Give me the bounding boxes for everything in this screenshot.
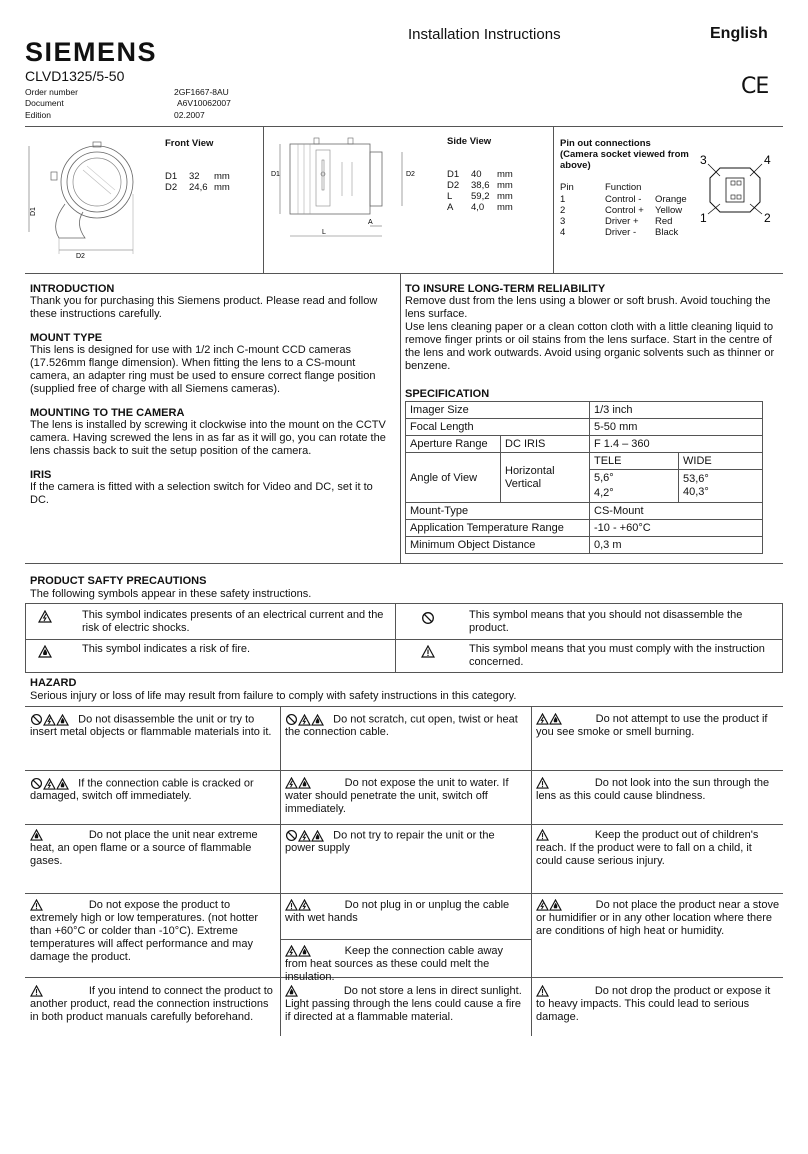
side-d1-label: D1 bbox=[271, 171, 280, 178]
pin-1-color: Orange bbox=[655, 194, 687, 205]
spec-wide-label: WIDE bbox=[679, 453, 763, 470]
divider bbox=[25, 639, 783, 640]
mount-type-text: This lens is designed for use with 1/2 inch C-mount CCD cameras (17.526mm flange dimension). When fitting the lens to a CS-mount camera, an adapter ring must be used to ensure correct flange position (supplied free of charge with all Siemens cameras). bbox=[30, 344, 376, 395]
front-d2-name: D2 bbox=[165, 182, 178, 193]
spec-tele-values bbox=[590, 470, 679, 503]
warning-icon bbox=[536, 777, 549, 789]
no-disassemble-icon bbox=[285, 829, 298, 842]
hazard-item-8 bbox=[285, 829, 527, 855]
hazard-item-1 bbox=[30, 713, 275, 739]
fire-icon bbox=[56, 714, 69, 726]
side-d2-label: D2 bbox=[406, 171, 415, 178]
front-d2-unit: mm bbox=[214, 182, 230, 193]
side-l-label: L bbox=[322, 229, 326, 236]
side-d2-unit: mm bbox=[497, 180, 513, 191]
hazard-item-5 bbox=[285, 777, 527, 816]
document-title: Installation Instructions bbox=[408, 26, 561, 43]
divider bbox=[25, 706, 783, 707]
electric-shock-icon bbox=[43, 778, 56, 790]
electric-shock-icon bbox=[298, 899, 311, 911]
reliability-title: TO INSURE LONG-TERM RELIABILITY bbox=[405, 283, 606, 295]
front-view-drawing bbox=[25, 134, 165, 259]
spec-row-temp bbox=[406, 520, 763, 537]
pinout-title-text: Pin out connections bbox=[560, 138, 651, 149]
pin-3-number: 3 bbox=[560, 216, 566, 227]
meta-order-value: 2GF1667-8AU bbox=[174, 87, 229, 97]
hazard-item-2-text: Do not scratch, cut open, twist or heat the connection cable. bbox=[285, 713, 518, 739]
warning-icon bbox=[30, 985, 43, 997]
pinout-title bbox=[560, 138, 700, 171]
spec-temp-value: -10 - +60°C bbox=[590, 520, 763, 537]
left-column bbox=[30, 283, 390, 507]
spec-mod-value: 0,3 m bbox=[590, 537, 763, 554]
no-disassemble-icon bbox=[285, 713, 298, 726]
hazard-item-8-text: Do not try to repair the unit or the power supply bbox=[285, 829, 495, 855]
hazard-item-10 bbox=[30, 899, 278, 964]
model-number: CLVD1325/5-50 bbox=[25, 68, 125, 84]
side-l-name: L bbox=[447, 191, 453, 202]
pin-1-function: Control - bbox=[605, 194, 642, 205]
spec-imager-label: Imager Size bbox=[406, 402, 590, 419]
side-d1-unit: mm bbox=[497, 169, 513, 180]
hazard-item-16 bbox=[536, 985, 780, 1024]
hazard-subtitle: Serious injury or loss of life may result from failure to comply with safety instructions in this category. bbox=[30, 690, 517, 702]
divider bbox=[280, 706, 281, 1036]
hazard-item-4 bbox=[30, 777, 275, 803]
pin-2-number: 2 bbox=[560, 205, 566, 216]
spec-row-mount bbox=[406, 503, 763, 520]
hazard-item-14 bbox=[30, 985, 278, 1024]
introduction-text: Thank you for purchasing this Siemens product. Please read and follow these instructions carefully. bbox=[30, 295, 378, 320]
side-a-name: A bbox=[447, 202, 454, 213]
electric-shock-icon bbox=[536, 713, 549, 725]
electric-shock-icon bbox=[285, 777, 298, 789]
spec-wide-h: 53,6° bbox=[683, 473, 709, 485]
divider bbox=[25, 893, 783, 894]
electric-shock-icon bbox=[298, 830, 311, 842]
ce-mark: CE bbox=[741, 74, 769, 99]
divider bbox=[25, 824, 783, 825]
divider bbox=[531, 706, 532, 1036]
spec-row-aperture bbox=[406, 436, 763, 453]
pin-3-color: Red bbox=[655, 216, 673, 227]
hazard-item-13 bbox=[285, 945, 527, 984]
divider bbox=[553, 126, 554, 274]
fire-icon bbox=[298, 777, 311, 789]
hazard-item-7 bbox=[30, 829, 278, 868]
meta-edition-value: 02.2007 bbox=[174, 110, 205, 120]
hazard-item-11 bbox=[285, 899, 527, 925]
spec-tele-v: 4,2° bbox=[594, 487, 614, 499]
spec-horizontal-label: Horizontal bbox=[505, 464, 555, 477]
spec-aperture-label: Aperture Range bbox=[406, 436, 501, 453]
hazard-item-6-text: Do not look into the sun through the lens as this could cause blindness. bbox=[536, 777, 770, 802]
side-a-label: A bbox=[368, 219, 373, 226]
hazard-item-6 bbox=[536, 777, 780, 803]
divider bbox=[25, 126, 783, 127]
hazard-item-9 bbox=[536, 829, 780, 868]
warning-icon bbox=[285, 899, 298, 911]
electric-shock-icon bbox=[285, 945, 298, 957]
pin-2-function: Control + bbox=[605, 205, 644, 216]
hazard-item-12 bbox=[536, 899, 780, 938]
pinout-diagram-1: 1 bbox=[700, 211, 707, 225]
electric-shock-icon bbox=[43, 714, 56, 726]
front-d2-label: D2 bbox=[76, 253, 85, 259]
symbol-fire-text: This symbol indicates a risk of fire. bbox=[82, 643, 251, 655]
spec-angle-axes bbox=[501, 453, 590, 503]
side-l-unit: mm bbox=[497, 191, 513, 202]
pinout-function-header: Function bbox=[605, 182, 642, 193]
divider bbox=[25, 770, 783, 771]
divider bbox=[25, 603, 783, 604]
spec-row-mod bbox=[406, 537, 763, 554]
pinout-diagram-2: 2 bbox=[764, 211, 771, 225]
meta-document-value: A6V10062007 bbox=[177, 98, 231, 108]
hazard-item-2 bbox=[285, 713, 527, 739]
spec-tele-label: TELE bbox=[590, 453, 679, 470]
iris-text: If the camera is fitted with a selection switch for Video and DC, set it to DC. bbox=[30, 481, 373, 506]
front-d1-label: D1 bbox=[30, 207, 37, 216]
safety-title: PRODUCT SAFTY PRECAUTIONS bbox=[30, 575, 207, 587]
reliability-text-2: Use lens cleaning paper or a clean cotton cloth with a little cleaning liquid to remove finger prints or oil stains from the lens surface. Start in the centre of the lens and work outwards. Avoid using organic solvents such as thinner or benzene. bbox=[405, 321, 775, 372]
spec-angle-label: Angle of View bbox=[406, 453, 501, 503]
spec-row-imager bbox=[406, 402, 763, 419]
introduction-title: INTRODUCTION bbox=[30, 283, 115, 295]
spec-focal-value: 5-50 mm bbox=[590, 419, 763, 436]
spec-aperture-value: F 1.4 – 360 bbox=[590, 436, 763, 453]
hazard-item-1-text: Do not disassemble the unit or try to insert metal objects or flammable materials into it. bbox=[30, 713, 272, 739]
front-view-title: Front View bbox=[165, 138, 214, 149]
hazard-item-14-text: If you intend to connect the product to another product, read the connection instructions in both product manuals carefully beforehand. bbox=[30, 985, 273, 1023]
fire-icon bbox=[311, 830, 324, 842]
pin-4-function: Driver - bbox=[605, 227, 637, 238]
front-d2-value: 24,6 bbox=[189, 182, 208, 193]
front-d1-value: 32 bbox=[189, 171, 200, 182]
no-disassemble-icon bbox=[30, 777, 43, 790]
warning-icon bbox=[30, 899, 43, 911]
right-column bbox=[405, 283, 775, 373]
pin-4-number: 4 bbox=[560, 227, 566, 238]
pin-2-color: Yellow bbox=[655, 205, 683, 216]
hazard-item-11-text: Do not plug in or unplug the cable with wet hands bbox=[285, 899, 510, 924]
symbol-electric-text: This symbol indicates presents of an electrical current and the risk of electric shocks. bbox=[82, 609, 384, 634]
hazard-title: HAZARD bbox=[30, 677, 77, 689]
meta-order-label: Order number bbox=[25, 87, 78, 97]
side-l-value: 59,2 bbox=[471, 191, 490, 202]
side-a-value: 4,0 bbox=[471, 202, 485, 213]
warning-icon bbox=[536, 985, 549, 997]
pin-3-function: Driver + bbox=[605, 216, 639, 227]
side-d2-name: D2 bbox=[447, 180, 460, 191]
symbol-comply-text: This symbol means that you must comply with the instruction concerned. bbox=[469, 643, 765, 668]
no-disassemble-icon bbox=[421, 611, 435, 625]
warning-icon bbox=[536, 829, 549, 841]
hazard-item-16-text: Do not drop the product or expose it to heavy impacts. This could lead to serious damage. bbox=[536, 985, 771, 1023]
specification-table bbox=[405, 401, 763, 554]
mount-type-title: MOUNT TYPE bbox=[30, 332, 103, 344]
spec-focal-label: Focal Length bbox=[406, 419, 590, 436]
divider bbox=[263, 126, 264, 274]
fire-icon bbox=[30, 829, 43, 841]
electric-shock-icon bbox=[536, 899, 549, 911]
spec-mount-value: CS-Mount bbox=[590, 503, 763, 520]
pinout-diagram-4: 4 bbox=[764, 153, 771, 167]
spec-aperture-sub: DC IRIS bbox=[501, 436, 590, 453]
divider bbox=[280, 939, 531, 940]
warning-icon bbox=[421, 645, 435, 658]
hazard-item-4-text: If the connection cable is cracked or damaged, switch off immediately. bbox=[30, 777, 254, 803]
spec-vertical-label: Vertical bbox=[505, 477, 542, 490]
spec-mod-label: Minimum Object Distance bbox=[406, 537, 590, 554]
spec-imager-value: 1/3 inch bbox=[590, 402, 763, 419]
meta-document-label: Document bbox=[25, 98, 64, 108]
fire-icon bbox=[549, 899, 562, 911]
hazard-item-3-text: Do not attempt to use the product if you see smoke or smell burning. bbox=[536, 713, 768, 738]
hazard-item-9-text: Keep the product out of children's reach. If the product were to fall on a child, it could cause serious injury. bbox=[536, 829, 759, 867]
pinout-diagram bbox=[698, 152, 776, 226]
iris-title: IRIS bbox=[30, 469, 52, 481]
fire-icon bbox=[38, 645, 52, 658]
divider bbox=[25, 603, 26, 673]
electric-shock-icon bbox=[38, 610, 52, 623]
specification-title: SPECIFICATION bbox=[405, 388, 490, 400]
hazard-item-12-text: Do not place the product near a stove or humidifier or in any other location where there are conditions of high heat or humidity. bbox=[536, 899, 780, 937]
divider bbox=[25, 672, 783, 673]
front-d1-name: D1 bbox=[165, 171, 178, 182]
hazard-item-10-text: Do not expose the product to extremely high or low temperatures. (not hotter than +60°C or colder than -10°C). Extreme temperatures will affect performance and may damage the product. bbox=[30, 899, 259, 963]
fire-icon bbox=[311, 714, 324, 726]
reliability-text: Remove dust from the lens using a blower or soft brush. Avoid touching the lens surface. bbox=[405, 295, 771, 320]
hazard-item-3 bbox=[536, 713, 780, 739]
side-d2-value: 38,6 bbox=[471, 180, 490, 191]
hazard-item-7-text: Do not place the unit near extreme heat, an open flame or a source of flammable gases. bbox=[30, 829, 258, 867]
no-disassemble-icon bbox=[30, 713, 43, 726]
spec-row-angle-head bbox=[406, 453, 763, 470]
spec-wide-values bbox=[679, 470, 763, 503]
divider bbox=[25, 273, 783, 274]
side-d1-value: 40 bbox=[471, 169, 482, 180]
divider bbox=[400, 274, 401, 564]
fire-icon bbox=[285, 985, 298, 997]
meta-edition-label: Edition bbox=[25, 110, 51, 120]
safety-subtitle: The following symbols appear in these safety instructions. bbox=[30, 588, 312, 600]
spec-mount-label: Mount-Type bbox=[406, 503, 590, 520]
side-d1-name: D1 bbox=[447, 169, 460, 180]
mounting-text: The lens is installed by screwing it clockwise into the mount on the CCTV camera. Having screwed the lens in as far as it will go, you can rotate the lens chassis back to suit the setup position of the camera. bbox=[30, 419, 386, 457]
pinout-diagram-3: 3 bbox=[700, 153, 707, 167]
spec-tele-h: 5,6° bbox=[594, 472, 614, 484]
pinout-pin-header: Pin bbox=[560, 182, 574, 193]
front-d1-unit: mm bbox=[214, 171, 230, 182]
fire-icon bbox=[56, 778, 69, 790]
siemens-logo: SIEMENS bbox=[25, 37, 158, 67]
spec-row-focal bbox=[406, 419, 763, 436]
divider bbox=[395, 603, 396, 673]
divider bbox=[25, 563, 783, 564]
spec-wide-v: 40,3° bbox=[683, 486, 709, 498]
pin-4-color: Black bbox=[655, 227, 679, 238]
pin-1-number: 1 bbox=[560, 194, 566, 205]
symbol-no-disassemble-text: This symbol means that you should not disassemble the product. bbox=[469, 609, 743, 634]
hazard-item-15-text: Do not store a lens in direct sunlight. Light passing through the lens could cause a fire if directed at a flammable material. bbox=[285, 985, 522, 1023]
side-view-drawing bbox=[268, 132, 418, 242]
fire-icon bbox=[549, 713, 562, 725]
language-label: English bbox=[710, 25, 768, 42]
mounting-title: MOUNTING TO THE CAMERA bbox=[30, 407, 185, 419]
hazard-item-13-text: Keep the connection cable away from heat sources as these could melt the insulation. bbox=[285, 945, 504, 983]
hazard-item-15 bbox=[285, 985, 527, 1024]
electric-shock-icon bbox=[298, 714, 311, 726]
divider bbox=[782, 603, 783, 673]
hazard-item-5-text: Do not expose the unit to water. If water should penetrate the unit, switch off immediately. bbox=[285, 777, 509, 815]
pinout-subtitle: (Camera socket viewed from above) bbox=[560, 149, 689, 171]
side-a-unit: mm bbox=[497, 202, 513, 213]
fire-icon bbox=[298, 945, 311, 957]
spec-temp-label: Application Temperature Range bbox=[406, 520, 590, 537]
side-view-title: Side View bbox=[447, 136, 492, 147]
